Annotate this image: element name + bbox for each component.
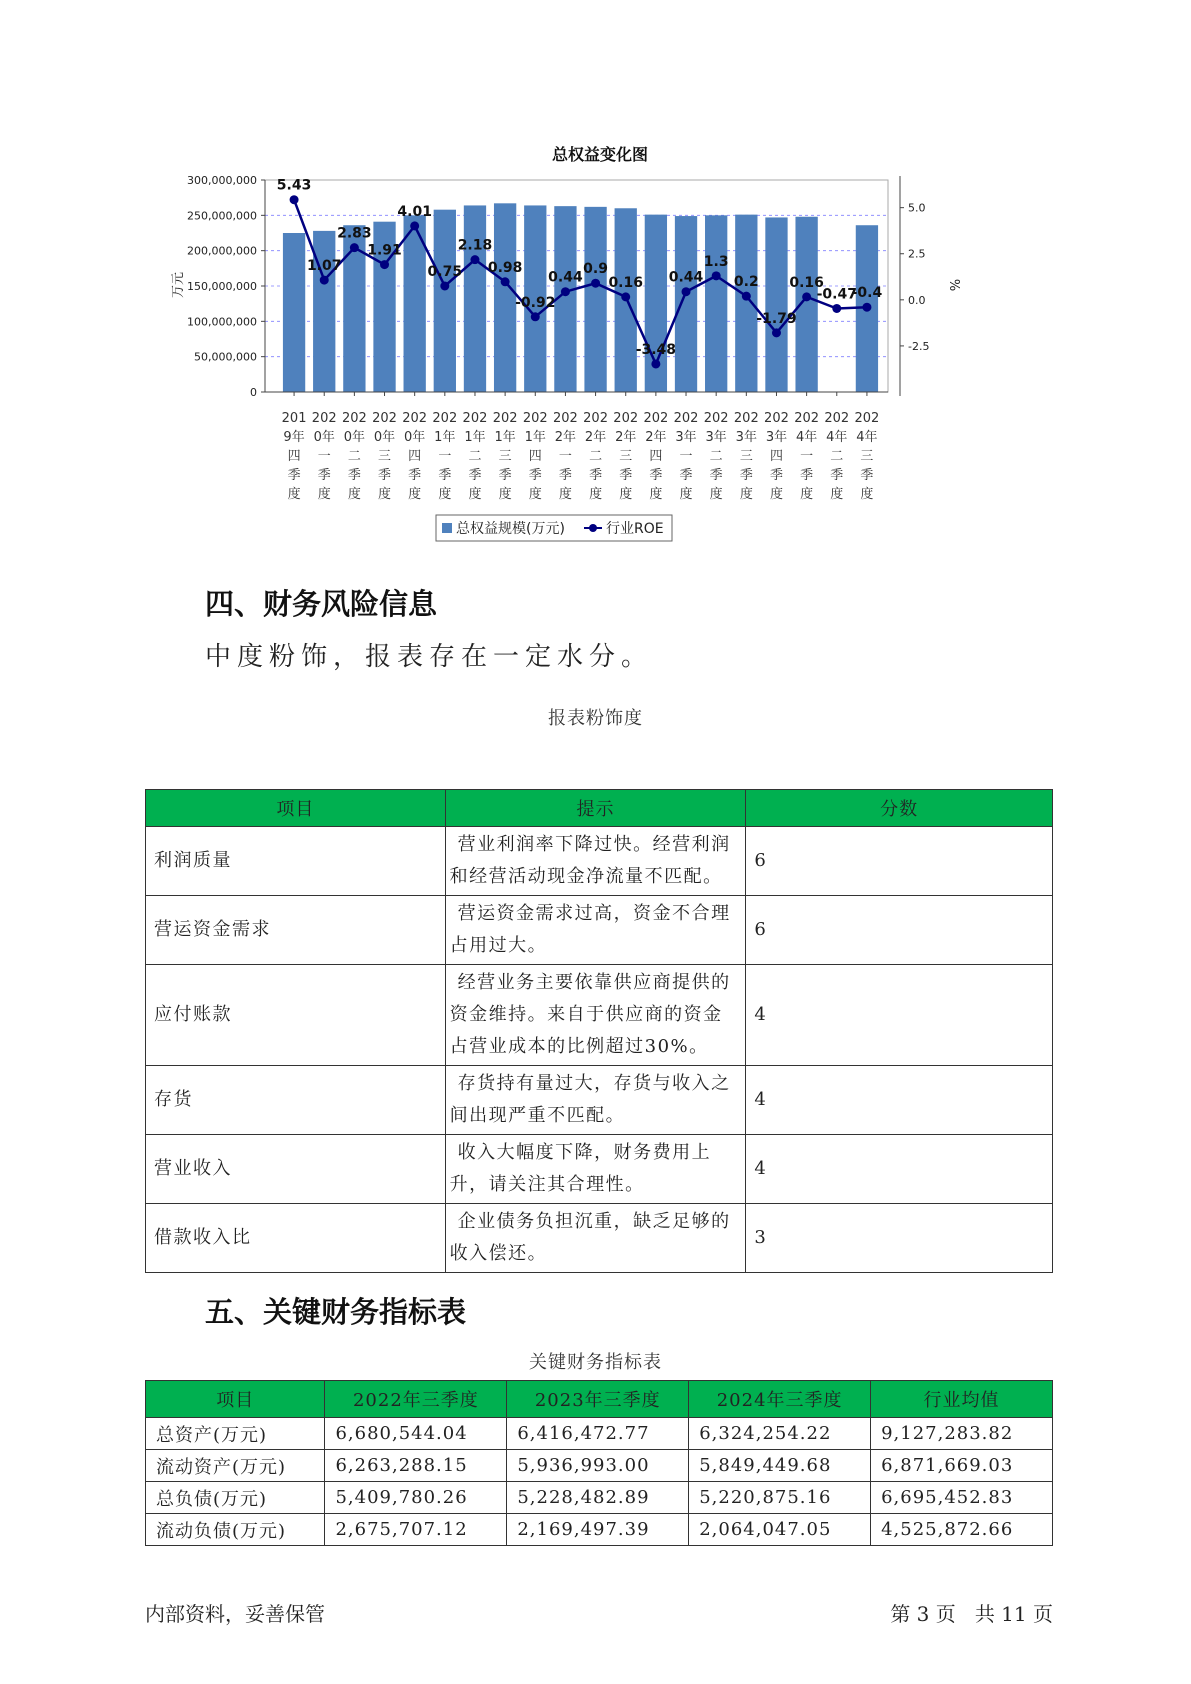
table-row (146, 1066, 1053, 1135)
x-tick-label: 度 (649, 487, 663, 502)
x-tick-label: 季 (408, 468, 422, 483)
x-tick-label: 度 (528, 487, 542, 502)
x-tick-label: 3年 (705, 430, 727, 445)
roe-data-label: 0.44 (668, 269, 704, 286)
x-tick-label: 2年 (645, 430, 667, 445)
roe-point (440, 282, 449, 291)
x-tick-label: 202 (462, 411, 488, 426)
roe-point (862, 303, 871, 312)
equity-bar (283, 233, 305, 392)
x-tick-label: 2年 (615, 430, 637, 445)
x-tick-label: 季 (558, 468, 572, 483)
x-tick-label: 201 (281, 411, 307, 426)
risk-score: 6 (746, 827, 1053, 896)
x-tick-label: 1年 (494, 430, 516, 445)
roe-point (682, 287, 691, 296)
left-tick-label: 0 (250, 386, 257, 399)
table-row (146, 1514, 1053, 1546)
risk-item: 利润质量 (146, 827, 446, 896)
metric-name: 流动资产(万元) (146, 1450, 325, 1482)
bar-series-equity (283, 203, 878, 392)
x-tick-label: 二 (830, 449, 844, 464)
roe-data-label: 4.01 (397, 203, 432, 220)
roe-point (832, 304, 841, 313)
x-tick-label: 4年 (826, 430, 848, 445)
roe-data-label: 0.16 (608, 274, 643, 291)
roe-data-label: 0.75 (427, 264, 463, 280)
roe-point (561, 287, 570, 296)
x-tick-label: 1年 (524, 430, 546, 445)
metric-value: 6,871,669.03 (871, 1450, 1053, 1482)
risk-hint: 存货持有量过大，存货与收入之间出现严重不匹配。 (445, 1066, 746, 1135)
metric-table-header-row (146, 1381, 1053, 1418)
x-tick-label: 202 (733, 411, 759, 426)
risk-item: 营业收入 (146, 1135, 446, 1204)
header-2022q3: 2022年三季度 (325, 1381, 507, 1418)
x-tick-label: 三 (860, 449, 874, 464)
roe-point (742, 292, 751, 301)
x-tick-label: 季 (317, 468, 331, 483)
metric-value: 6,324,254.22 (689, 1418, 871, 1450)
table-row (146, 1418, 1053, 1450)
x-tick-label: 三 (378, 449, 392, 464)
risk-score: 6 (746, 896, 1053, 965)
table-row (146, 1482, 1053, 1514)
legend-label-equity: 总权益规模(万元) (456, 521, 565, 537)
x-tick-label: 202 (402, 411, 428, 426)
header-industry-avg: 行业均值 (871, 1381, 1053, 1418)
x-tick-label: 度 (619, 487, 633, 502)
x-tick-label: 四 (287, 449, 301, 464)
table-row (146, 827, 1053, 896)
risk-table-header-row (146, 790, 1053, 827)
x-tick-label: 季 (378, 468, 392, 483)
equity-bar (494, 203, 516, 392)
roe-point (772, 328, 781, 337)
metric-value: 6,695,452.83 (871, 1482, 1053, 1514)
x-tick-label: 度 (769, 487, 783, 502)
x-tick-label: 季 (709, 468, 723, 483)
metric-name: 总负债(万元) (146, 1482, 325, 1514)
x-tick-label: 度 (679, 487, 693, 502)
x-tick-label: 202 (794, 411, 820, 426)
x-tick-label: 0年 (343, 430, 366, 445)
x-tick-label: 一 (679, 449, 693, 464)
x-tick-label: 四 (769, 449, 783, 464)
roe-point (320, 276, 329, 285)
table-row (146, 1135, 1053, 1204)
risk-item: 应付账款 (146, 965, 446, 1066)
roe-data-label: 0.9 (583, 261, 608, 278)
left-axis-title: 万元 (171, 271, 186, 299)
x-tick-label: 度 (378, 487, 392, 502)
x-tick-label: 1年 (464, 430, 486, 445)
equity-bar (464, 205, 486, 392)
section-heading-key-metrics: 五、关键财务指标表 (205, 1295, 467, 1329)
x-tick-label: 度 (498, 487, 512, 502)
x-tick-label: 一 (558, 449, 572, 464)
equity-bar (675, 216, 697, 392)
roe-point (501, 277, 510, 286)
footer-page-number: 第 3 页 共 11 页 (890, 1602, 1053, 1626)
metric-value: 9,127,283.82 (871, 1418, 1053, 1450)
equity-bar (765, 217, 787, 392)
x-tick-label: 季 (830, 468, 844, 483)
x-tick-label: 度 (800, 487, 814, 502)
left-tick-label: 150,000,000 (187, 280, 257, 293)
x-tick-label: 202 (824, 411, 850, 426)
risk-item: 存货 (146, 1066, 446, 1135)
x-tick-label: 202 (372, 411, 397, 426)
x-tick-label: 季 (438, 468, 452, 483)
equity-bar (584, 207, 606, 392)
left-tick-label: 200,000,000 (187, 244, 257, 258)
risk-summary-text: 中度粉饰，报表存在一定水分。 (205, 642, 654, 672)
x-tick-label: 季 (800, 468, 814, 483)
risk-hint: 营运资金需求过高，资金不合理占用过大。 (445, 896, 746, 965)
x-tick-label: 季 (739, 468, 753, 483)
roe-point (290, 195, 299, 204)
x-tick-label: 度 (709, 487, 723, 502)
footer-confidential-note: 内部资料，妥善保管 (145, 1602, 325, 1626)
roe-point (621, 292, 630, 301)
x-tick-label: 3年 (765, 430, 788, 445)
x-tick-label: 四 (408, 449, 422, 464)
metric-name: 流动负债(万元) (146, 1514, 325, 1546)
roe-point (410, 221, 419, 230)
metric-name: 总资产(万元) (146, 1418, 325, 1450)
roe-data-label: 1.07 (306, 258, 342, 275)
x-tick-label: 202 (553, 411, 578, 426)
x-tick-label: 度 (860, 487, 874, 502)
x-tick-label: 202 (703, 411, 729, 426)
right-tick-label: -2.5 (908, 339, 930, 353)
x-tick-label: 3年 (735, 430, 757, 445)
roe-data-label: 1.91 (367, 242, 402, 259)
metric-value: 6,263,288.15 (325, 1450, 507, 1482)
x-tick-label: 度 (739, 487, 753, 502)
roe-data-label: 5.43 (276, 177, 312, 194)
x-tick-label: 202 (432, 411, 458, 426)
header-hint: 提示 (445, 790, 746, 827)
risk-hint: 经营业务主要依靠供应商提供的资金维持。来自于供应商的资金占营业成本的比例超过30%。 (445, 965, 746, 1066)
x-tick-label: 度 (408, 487, 422, 502)
x-tick-label: 度 (317, 487, 331, 502)
x-tick-label: 季 (649, 468, 663, 483)
right-axis-title: % (946, 278, 961, 292)
risk-table (145, 789, 1053, 1273)
metric-value: 2,064,047.05 (689, 1514, 871, 1546)
metric-value: 5,849,449.68 (689, 1450, 871, 1482)
legend-label-roe: 行业ROE (606, 521, 664, 537)
metric-value: 2,675,707.12 (325, 1514, 507, 1546)
table-row (146, 896, 1053, 965)
roe-data-label: 0.16 (789, 274, 824, 291)
equity-bar (434, 210, 456, 392)
x-tick-label: 度 (347, 487, 361, 502)
equity-change-chart (170, 140, 1070, 590)
risk-hint: 营业利润率下降过快。经营利润和经营活动现金净流量不匹配。 (445, 827, 746, 896)
x-tick-label: 二 (589, 449, 603, 464)
roe-data-label: -0.92 (515, 294, 556, 311)
x-tick-label: 度 (438, 487, 452, 502)
section-heading-financial-risk: 四、财务风险信息 (205, 587, 438, 621)
left-tick-label: 250,000,000 (187, 209, 257, 223)
x-tick-label: 度 (830, 487, 844, 502)
x-tick-label: 202 (613, 411, 639, 426)
legend-marker-swatch (589, 524, 597, 532)
roe-data-label: -3.48 (635, 341, 677, 358)
roe-point (591, 279, 600, 288)
roe-point (651, 359, 660, 368)
left-tick-label: 100,000,000 (187, 315, 257, 329)
x-tick-label: 202 (311, 411, 337, 426)
x-tick-label: 202 (583, 411, 608, 426)
right-tick-label: 0.0 (908, 293, 926, 307)
roe-data-label: 2.83 (337, 225, 372, 242)
risk-score: 4 (746, 965, 1053, 1066)
risk-item: 营运资金需求 (146, 896, 446, 965)
x-tick-label: 三 (739, 449, 753, 464)
equity-bar (705, 215, 727, 392)
x-tick-label: 季 (528, 468, 542, 483)
x-tick-label: 四 (649, 449, 663, 464)
x-tick-label: 二 (347, 449, 361, 464)
table-row (146, 965, 1053, 1066)
x-tick-label: 季 (498, 468, 512, 483)
metric-value: 5,409,780.26 (325, 1482, 507, 1514)
risk-score: 4 (746, 1135, 1053, 1204)
metric-value: 5,936,993.00 (507, 1450, 689, 1482)
risk-hint: 收入大幅度下降，财务费用上升，请关注其合理性。 (445, 1135, 746, 1204)
x-tick-label: 202 (854, 411, 880, 426)
x-tick-label: 度 (468, 487, 482, 502)
x-tick-label: 0年 (404, 430, 426, 445)
x-axis-labels (282, 411, 880, 502)
metric-table-caption: 关键财务指标表 (529, 1352, 662, 1373)
chart-legend (436, 515, 672, 541)
header-item: 项目 (146, 790, 446, 827)
x-tick-label: 三 (498, 449, 512, 464)
metric-value: 6,416,472.77 (507, 1418, 689, 1450)
metric-value: 5,220,875.16 (689, 1482, 871, 1514)
x-tick-label: 季 (860, 468, 874, 483)
header-score: 分数 (746, 790, 1053, 827)
chart-title: 总权益变化图 (551, 145, 649, 164)
x-tick-label: 3年 (675, 430, 697, 445)
x-tick-label: 三 (619, 449, 633, 464)
header-item: 项目 (146, 1381, 325, 1418)
x-tick-label: 1年 (434, 430, 456, 445)
x-tick-label: 9年 (283, 430, 305, 445)
roe-point (350, 243, 359, 252)
right-tick-label: 5.0 (908, 201, 926, 215)
risk-score: 4 (746, 1066, 1053, 1135)
x-tick-label: 4年 (856, 430, 878, 445)
roe-data-label: 0.44 (548, 269, 583, 286)
header-2024q3: 2024年三季度 (689, 1381, 871, 1418)
x-tick-label: 季 (347, 468, 361, 483)
x-tick-label: 二 (468, 449, 482, 464)
metric-value: 4,525,872.66 (871, 1514, 1053, 1546)
x-tick-label: 4年 (795, 430, 818, 445)
x-tick-label: 202 (522, 411, 548, 426)
equity-bar (735, 215, 757, 392)
roe-point (531, 312, 540, 321)
header-2023q3: 2023年三季度 (507, 1381, 689, 1418)
roe-point (470, 255, 479, 264)
x-tick-label: 2年 (554, 430, 577, 445)
x-tick-label: 202 (643, 411, 669, 426)
roe-data-label: -1.79 (756, 310, 797, 327)
x-tick-label: 202 (764, 411, 789, 426)
key-metrics-table (145, 1380, 1053, 1546)
x-tick-label: 季 (679, 468, 693, 483)
x-tick-label: 四 (528, 449, 542, 464)
roe-point (380, 260, 389, 269)
x-tick-label: 季 (287, 468, 301, 483)
x-tick-label: 202 (673, 411, 699, 426)
metric-value: 6,680,544.04 (325, 1418, 507, 1450)
x-tick-label: 202 (492, 411, 518, 426)
equity-bar (313, 231, 335, 392)
table-row (146, 1450, 1053, 1482)
x-tick-label: 季 (769, 468, 783, 483)
x-tick-label: 0年 (373, 430, 396, 445)
x-tick-label: 2年 (584, 430, 607, 445)
roe-data-label: -0.47 (816, 286, 857, 303)
x-tick-label: 度 (558, 487, 572, 502)
risk-item: 借款收入比 (146, 1204, 446, 1273)
roe-data-label: 0.98 (487, 259, 523, 276)
legend-bar-swatch (442, 523, 452, 533)
metric-value: 2,169,497.39 (507, 1514, 689, 1546)
roe-data-label: 0.2 (733, 274, 759, 291)
table-row (146, 1204, 1053, 1273)
x-tick-label: 二 (709, 449, 723, 464)
x-tick-label: 一 (317, 449, 331, 464)
roe-point (802, 292, 811, 301)
line-series-roe (277, 178, 883, 369)
risk-table-caption: 报表粉饰度 (548, 708, 643, 729)
x-tick-label: 季 (619, 468, 633, 483)
roe-data-label: 2.18 (457, 237, 493, 254)
risk-score: 3 (746, 1204, 1053, 1273)
x-tick-label: 202 (341, 411, 367, 426)
roe-point (712, 271, 721, 280)
x-tick-label: 一 (438, 449, 452, 464)
x-tick-label: 一 (800, 449, 814, 464)
metric-value: 5,228,482.89 (507, 1482, 689, 1514)
x-tick-label: 度 (589, 487, 603, 502)
roe-data-label: -0.4 (851, 285, 883, 302)
x-tick-label: 0年 (313, 430, 335, 445)
left-tick-label: 50,000,000 (194, 350, 257, 364)
risk-hint: 企业债务负担沉重，缺乏足够的收入偿还。 (445, 1204, 746, 1273)
x-tick-label: 季 (468, 468, 482, 483)
x-tick-label: 季 (589, 468, 603, 483)
left-tick-label: 300,000,000 (187, 174, 257, 187)
right-tick-label: 2.5 (908, 247, 926, 261)
x-tick-label: 度 (287, 487, 301, 502)
roe-data-label: 1.3 (703, 253, 729, 270)
